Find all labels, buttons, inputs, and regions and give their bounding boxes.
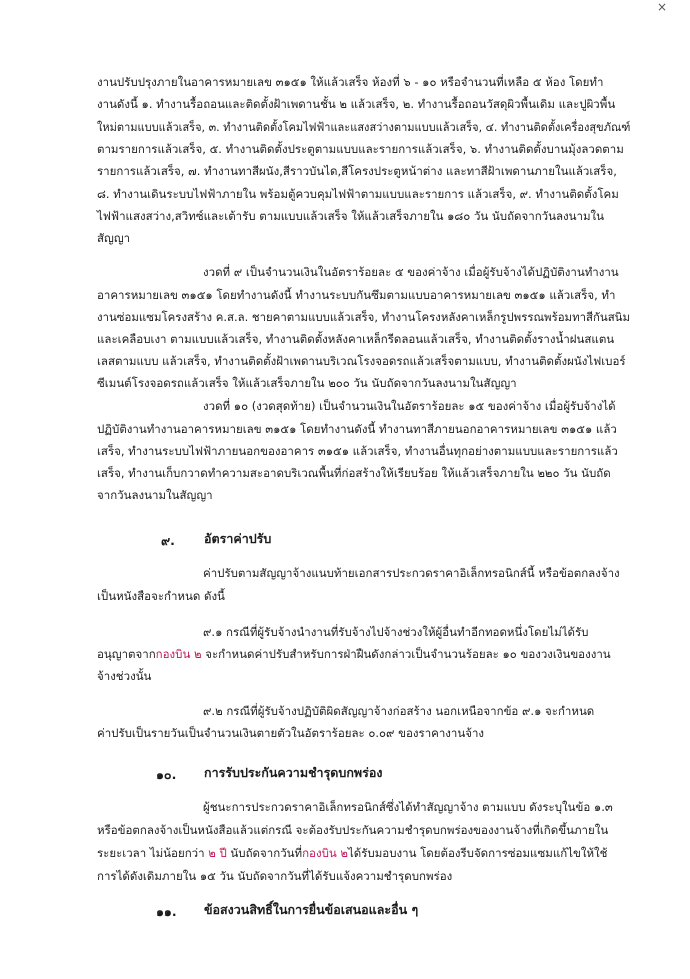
body-line: งานซ่อมแซมโครงสร้าง ค.ส.ล. ชายคาตามแบบแล้วเสร็จ, ทำงานโครงหลังคาเหล็กรูปพรรณพร้อมทาสีกันสนิม (97, 310, 630, 324)
body-line: เสร็จ, ทำงานเก็บกวาดทำความสะอาดบริเวณพื้นที่ก่อสร้างให้เรียบร้อย ให้แล้วเสร็จภายใน ๒๒๐ วัน นับถัด (97, 466, 611, 480)
section-9-2-text: ค่าปรับเป็นรายวันเป็นจำนวนเงินตายตัวในอัตราร้อยละ ๐.๐๙ ของราคางานจ้าง (97, 726, 485, 740)
body-line: งวดที่ ๙ เป็นจำนวนเงินในอัตราร้อยละ ๕ ของค่าจ้าง เมื่อผู้รับจ้างได้ปฏิบัติงานทำงาน (203, 265, 619, 279)
body-line: งวดที่ ๑๐ (งวดสุดท้าย) เป็นจำนวนเงินในอัตราร้อยละ ๑๕ ของค่าจ้าง เมื่อผู้รับจ้างได้ (203, 399, 616, 413)
section-9-1-text: อนุญาตจากกองบิน ๒ จะกำหนดค่าปรับสำหรับการฝ่าฝืนดังกล่าวเป็นจำนวนร้อยละ ๑๐ ของวงเงินของงาน (97, 647, 611, 661)
body-line: รายการแล้วเสร็จ, ๗. ทำงานทาสีผนัง,สีราวบันได,สีโครงประตูหน้าต่าง และทาสีฝ้าเพดานภายในแล้วเสร็จ, (97, 164, 617, 178)
highlighted-text: กองบิน ๒ (155, 647, 202, 661)
section-10-text: หรือข้อตกลงจ้างเป็นหนังสือแล้วแต่กรณี จะต้องรับประกันความชำรุดบกพร่องของงานจ้างที่เกิดขึ้นภายใน (97, 823, 609, 837)
body-line: เลสตามแบบ แล้วเสร็จ, ทำงานติดตั้งฝ้าเพดานบริเวณโรงจอดรถแล้วเสร็จตามแบบ, ทำงานติดตั้งผนังไฟเบอร์ (97, 354, 626, 368)
section-11-number: ๑๑. (156, 904, 177, 919)
body-line: ๘. ทำงานเดินระบบไฟฟ้าภายใน พร้อมตู้ควบคุมไฟฟ้าตามแบบและรายการ แล้วเสร็จ, ๙. ทำงานติดตั้งโคม (97, 187, 619, 201)
body-line: จากวันลงนามในสัญญา (97, 488, 213, 502)
body-line: อาคารหมายเลข ๓๑๕๑ โดยทำงานดังนี้ ทำงานระบบกันซึมตามแบบอาคารหมายเลข ๓๑๕๑ แล้วเสร็จ, ทำ (97, 288, 616, 302)
section-9-1-text: ๙.๑ กรณีที่ผู้รับจ้างนำงานที่รับจ้างไปจ้างช่วงให้ผู้อื่นทำอีกทอดหนึ่งโดยไม่ได้รับ (203, 625, 589, 639)
body-line: สัญญา (97, 231, 131, 245)
highlighted-text: กองบิน ๒ (302, 846, 348, 860)
body-line: ใหม่ตามแบบแล้วเสร็จ, ๓. ทำงานติดตั้งโคมไฟฟ้าและแสงสว่างตามแบบแล้วเสร็จ, ๔. ทำงานติดตั้งเครื่องสุขภัณฑ์ (97, 120, 631, 134)
body-line: และเคลือบเงา ตามแบบแล้วเสร็จ, ทำงานติดตั้งหลังคาเหล็กรีดลอนแล้วเสร็จ, ทำงานติดตั้งรางน้ำฝนสแตน (97, 332, 615, 346)
corner-mark: × (657, 0, 668, 14)
section-10-number: ๑๐. (156, 767, 177, 782)
section-11-title: ข้อสงวนสิทธิ์ในการยื่นข้อเสนอและอื่น ๆ (204, 902, 419, 917)
section-10-text: ระยะเวลา ไม่น้อยกว่า ๒ ปี นับถัดจากวันที่กองบิน ๒ได้รับมอบงาน โดยต้องรีบจัดการซ่อมแซมแก้ไขให้ใช้ (97, 846, 608, 860)
body-line: เสร็จ, ทำงานระบบไฟฟ้าภายนอกของอาคาร ๓๑๕๑ แล้วเสร็จ, ทำงานอื่นทุกอย่างตามแบบและรายการแล้ว (97, 444, 618, 458)
section-10-text: ผู้ชนะการประกวดราคาอิเล็กทรอนิกส์ซึ่งได้ทำสัญญาจ้าง ตามแบบ ดังระบุในข้อ ๑.๓ (203, 800, 613, 814)
body-line: ตามรายการแล้วเสร็จ, ๕. ทำงานติดตั้งประตูตามแบบและรายการแล้วเสร็จ, ๖. ทำงานติดตั้งบานมุ้งลวดตาม (97, 142, 624, 156)
body-line: งานดังนี้ ๑. ทำงานรื้อถอนและติดตั้งฝ้าเพดานชั้น ๒ แล้วเสร็จ, ๒. ทำงานรื้อถอนวัสดุผิวพื้นเดิม และปูผิวพื้น (97, 97, 616, 111)
body-line: ปฏิบัติงานทำงานอาคารหมายเลข ๓๑๕๑ โดยทำงานดังนี้ ทำงานทาสีภายนอกอาคารหมายเลข ๓๑๕๑ แล้ว (97, 422, 617, 436)
body-line: งานปรับปรุงภายในอาคารหมายเลข ๓๑๕๑ ให้แล้วเสร็จ ห้องที่ ๖ - ๑๐ หรือจำนวนที่เหลือ ๕ ห้อง โดยทำ (97, 75, 604, 89)
section-9-1-text: จ้างช่วงนั้น (97, 669, 152, 683)
body-line: ไฟฟ้าแสงสว่าง,สวิทซ์และเต้ารับ ตามแบบแล้วเสร็จ ให้แล้วเสร็จภายใน ๑๘๐ วัน นับถัดจากวันลงนามใน (97, 209, 605, 223)
section-9-intro: ค่าปรับตามสัญญาจ้างแนบท้ายเอกสารประกวดราคาอิเล็กทรอนิกส์นี้ หรือข้อตกลงจ้าง (203, 566, 620, 580)
section-9-number: ๙. (161, 533, 175, 548)
section-10-text: การได้ดังเดิมภายใน ๑๕ วัน นับถัดจากวันที่ได้รับแจ้งความชำรุดบกพร่อง (97, 869, 453, 883)
section-9-2-text: ๙.๒ กรณีที่ผู้รับจ้างปฏิบัติผิดสัญญาจ้างก่อสร้าง นอกเหนือจากข้อ ๙.๑ จะกำหนด (203, 704, 595, 718)
section-9-title: อัตราค่าปรับ (204, 531, 272, 546)
section-9-intro: เป็นหนังสือจะกำหนด ดังนี้ (97, 589, 225, 603)
highlighted-text: ๒ ปี (208, 846, 227, 860)
body-line: ซีเมนต์โรงจอดรถแล้วเสร็จ ให้แล้วเสร็จภายใน ๒๐๐ วัน นับถัดจากวันลงนามในสัญญา (97, 376, 517, 390)
section-10-title: การรับประกันความชำรุดบกพร่อง (204, 765, 383, 780)
